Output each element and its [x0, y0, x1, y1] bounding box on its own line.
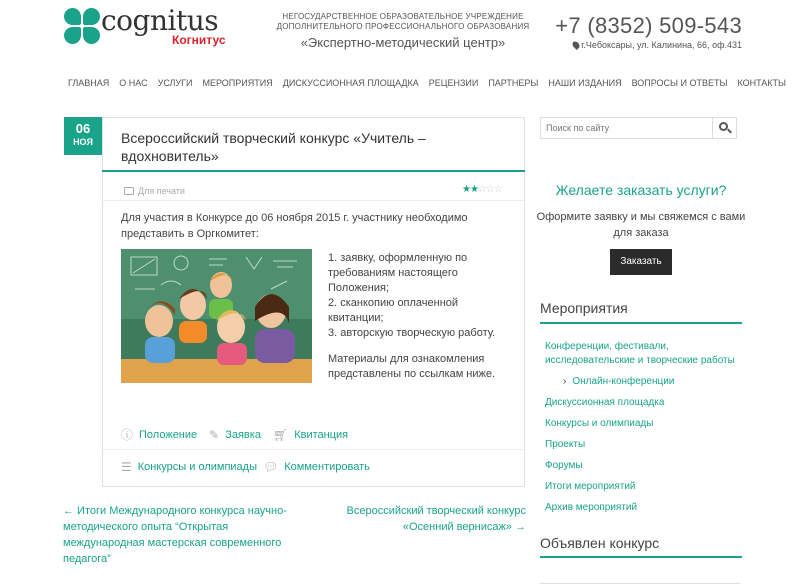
- comment-icon: 💬︎: [263, 460, 279, 474]
- nav-item-publications[interactable]: НАШИ ИЗДАНИЯ: [548, 78, 622, 88]
- info-icon: ⓘ: [121, 428, 134, 442]
- contest-divider: [540, 556, 742, 558]
- next-post-link[interactable]: Всероссийский творческий конкурс «Осенний вернисаж» →: [346, 505, 526, 533]
- org-line-2: ДОПОЛНИТЕЛЬНОГО ПРОФЕССИОНАЛЬНОГО ОБРАЗОВАНИЯ: [276, 22, 530, 31]
- article-title: Всероссийский творческий конкурс «Учитель – вдохновитель»: [121, 130, 426, 164]
- regulation-link[interactable]: Положение: [139, 428, 198, 441]
- list-item: 3. авторскую творческую работу.: [328, 327, 496, 339]
- nav-item-home[interactable]: ГЛАВНАЯ: [68, 78, 110, 88]
- logo-subtext: Когнитус: [172, 33, 226, 47]
- nav-item-reviews[interactable]: РЕЦЕНЗИИ: [428, 78, 479, 88]
- address-text: г.Чебоксары, ул. Калинина, 66, оф.431: [581, 40, 742, 50]
- article-photo: [121, 249, 312, 383]
- star-icon[interactable]: ☆: [477, 184, 486, 195]
- events-menu: [545, 340, 745, 522]
- title-divider: [102, 170, 525, 172]
- nav-item-partners[interactable]: ПАРТНЕРЫ: [488, 78, 539, 88]
- events-item-discussion[interactable]: Дискуссионная площадка: [545, 397, 665, 408]
- address: [555, 40, 742, 50]
- events-item-results[interactable]: Итоги мероприятий: [545, 481, 636, 492]
- edit-icon: ✎: [209, 427, 220, 442]
- nav-item-contacts[interactable]: КОНТАКТЫ: [737, 78, 787, 88]
- nav-item-events[interactable]: МЕРОПРИЯТИЯ: [202, 78, 273, 88]
- application-link[interactable]: Заявка: [225, 428, 261, 441]
- search-input[interactable]: [541, 118, 713, 138]
- comment-link[interactable]: Комментировать: [284, 461, 370, 473]
- site-logo[interactable]: [64, 4, 244, 50]
- phone-number: +7 (8352) 509-543: [555, 13, 742, 38]
- events-divider: [540, 322, 742, 324]
- events-item-archive[interactable]: Архив мероприятий: [545, 502, 638, 513]
- category-icon: ☰: [121, 460, 132, 474]
- print-link[interactable]: [124, 186, 185, 196]
- date-month: НОЯ: [73, 137, 93, 147]
- date-day: 06: [75, 121, 91, 136]
- divider: [102, 200, 525, 201]
- nav-item-about[interactable]: О НАС: [119, 78, 148, 88]
- org-info: [272, 12, 534, 50]
- printer-icon: [124, 187, 134, 195]
- receipt-link[interactable]: Квитанция: [294, 428, 349, 441]
- print-label: Для печати: [138, 186, 185, 196]
- star-icon[interactable]: ☆: [485, 184, 494, 195]
- file-links: [121, 426, 348, 443]
- article-meta: [121, 460, 370, 474]
- order-title: Желаете заказать услуги?: [555, 182, 727, 198]
- nav-item-services[interactable]: УСЛУГИ: [157, 78, 193, 88]
- search-button[interactable]: [712, 118, 736, 138]
- org-name: «Экспертно-методический центр»: [300, 35, 506, 50]
- materials-note: Материалы для ознакомления представлены по ссылкам ниже.: [328, 353, 496, 380]
- order-text: Оформите заявку и мы свяжемся с вами для заказа: [536, 211, 746, 239]
- nav-item-discussion[interactable]: ДИСКУССИОННАЯ ПЛОЩАДКА: [282, 78, 419, 88]
- cart-icon: 🛒︎: [272, 427, 289, 442]
- events-item-projects[interactable]: Проекты: [545, 439, 586, 450]
- list-item: 1. заявку, оформленную по требованиям настоящего Положения;: [328, 252, 468, 294]
- org-line-1: НЕГОСУДАРСТВЕННОЕ ОБРАЗОВАТЕЛЬНОЕ УЧРЕЖДЕНИЕ: [282, 12, 524, 21]
- star-icon[interactable]: ★: [462, 184, 470, 195]
- prev-post-link[interactable]: ← Итоги Международного конкурса научно-методического опыта “Открытая международная мастерская современного педагога”: [63, 505, 287, 565]
- date-badge: [64, 117, 102, 155]
- list-item: 2. сканкопию оплаченной квитанции;: [328, 297, 459, 324]
- map-pin-icon: [571, 40, 581, 50]
- category-link[interactable]: Конкурсы и олимпиады: [137, 461, 258, 473]
- nav-item-faq[interactable]: ВОПРОСЫ И ОТВЕТЫ: [631, 78, 728, 88]
- events-item-contests[interactable]: Конкурсы и олимпиады: [545, 418, 654, 429]
- star-icon[interactable]: ★: [469, 184, 478, 195]
- events-item-online[interactable]: › Онлайн-конференции: [545, 375, 745, 389]
- logo-text: cognitus: [101, 4, 219, 37]
- contest-heading: Объявлен конкурс: [540, 535, 660, 551]
- star-icon[interactable]: ☆: [493, 184, 502, 195]
- main-nav: [63, 78, 791, 88]
- events-item-conferences[interactable]: Конференции, фестивали, исследовательские и творческие работы: [545, 341, 735, 366]
- rating-stars[interactable]: [462, 184, 502, 195]
- clover-logo-icon: [64, 8, 102, 46]
- order-button[interactable]: Заказать: [610, 249, 672, 275]
- events-heading: Мероприятия: [540, 300, 628, 316]
- search-box: [540, 117, 737, 139]
- events-item-forums[interactable]: Форумы: [545, 460, 583, 471]
- divider: [102, 449, 525, 450]
- article-intro: Для участия в Конкурсе до 06 ноября 2015 г. участнику необходимо представить в Оргкомитет:: [121, 212, 468, 240]
- contest-box: [540, 583, 740, 587]
- contacts: [555, 13, 742, 50]
- requirements-list: [328, 251, 508, 341]
